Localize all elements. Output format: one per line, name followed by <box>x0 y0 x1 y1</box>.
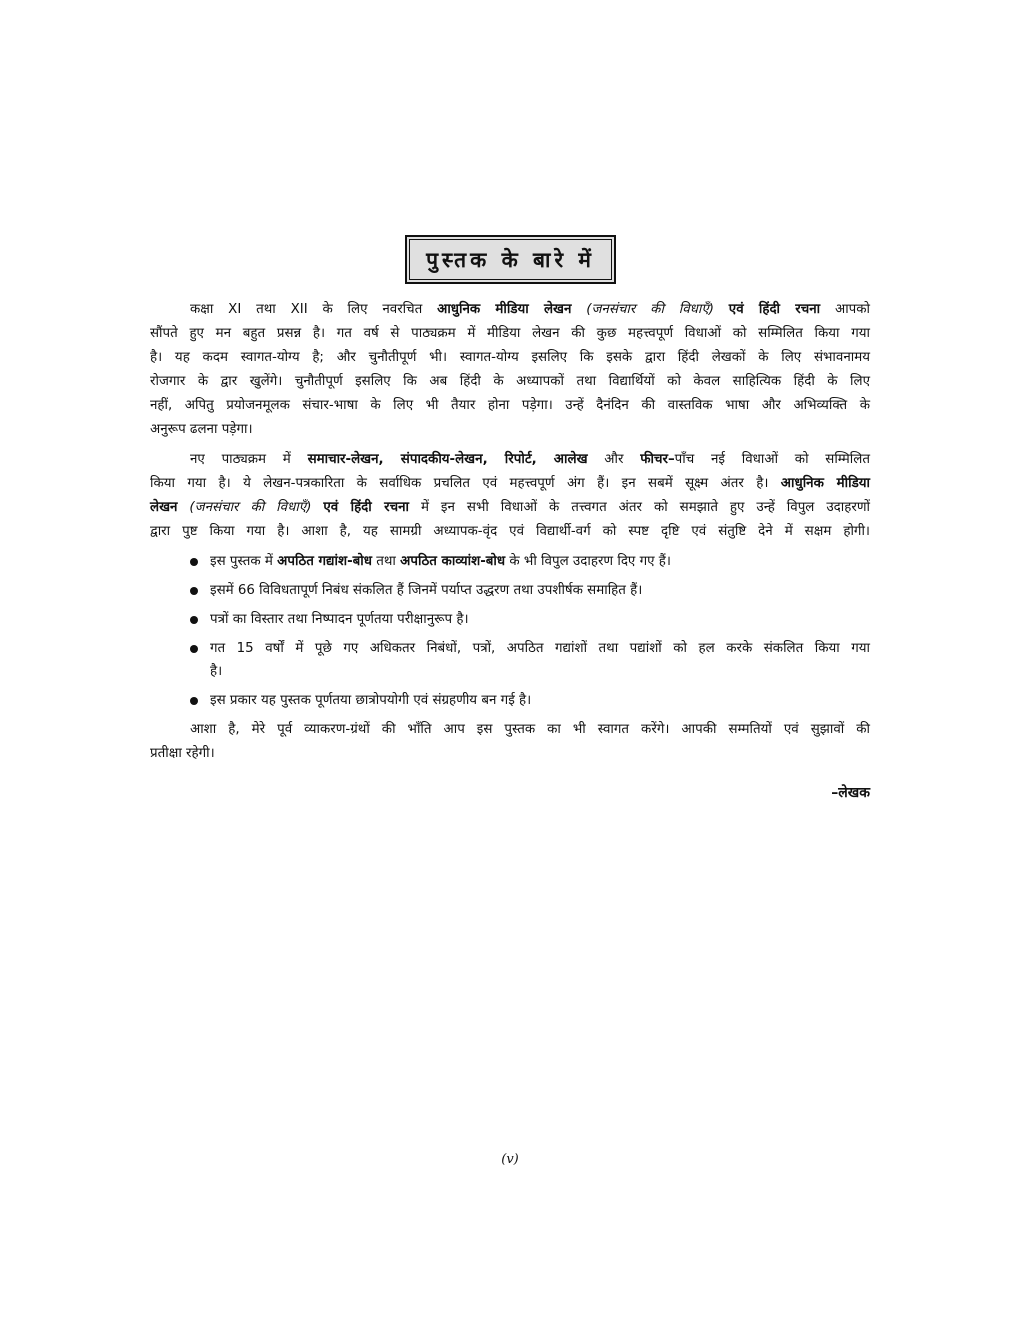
paragraph-line: रोजगार के द्वार खुलेंगे। चुनौतीपूर्ण इसलिए कि अब हिंदी के अध्यापकों तथा विद्यार्थियों को केवल साहित्यिक हिंदी के लिए <box>150 374 870 389</box>
page-title: पुस्तक के बारे में <box>426 247 595 272</box>
list-item: इसमें 66 विविधतापूर्ण निबंध संकलित हैं जिनमें पर्याप्त उद्धरण तथा उपशीर्षक समाहित हैं। <box>190 579 870 603</box>
list-item: इस प्रकार यह पुस्तक पूर्णतया छात्रोपयोगी एवं संग्रहणीय बन गई है। <box>190 689 870 713</box>
bold-book-title: एवं हिंदी रचना <box>728 302 821 317</box>
italic-subtitle: (जनसंचार की विधाएँ) <box>571 302 729 317</box>
page-number: (v) <box>501 1152 519 1167</box>
paragraph-line: आशा है, मेरे पूर्व व्याकरण-ग्रंथों की भाँति आप इस पुस्तक का भी स्वागत करेंगे। आपकी सम्मतियों एवं सुझावों की <box>190 722 870 737</box>
paragraph-line: द्वारा पुष्ट किया गया है। आशा है, यह सामग्री अध्यापक-वृंद एवं विद्यार्थी-वर्ग को स्पष्ट दृष्टि एवं संतुष्टि देने में सक्षम होगी। <box>150 524 870 539</box>
bullet-icon <box>190 558 198 566</box>
list-item: पत्रों का विस्तार तथा निष्पादन पूर्णतया परीक्षानुरूप है। <box>190 608 870 632</box>
bullet-icon <box>190 645 198 653</box>
paragraph-line: लेखन (जनसंचार की विधाएँ) एवं हिंदी रचना में इन सभी विधाओं के तत्त्वगत अंतर को समझाते हुए उन्हें विपुल उदाहरणों <box>150 500 870 515</box>
bullet-icon <box>190 587 198 595</box>
paragraph-line: सौंपते हुए मन बहुत प्रसन्न है। गत वर्ष से पाठ्यक्रम में मीडिया लेखन की कुछ महत्त्वपूर्ण विधाओं को सम्मिलित किया गया <box>150 326 870 341</box>
paragraph-line: कक्षा XI तथा XII के लिए नवरचित आधुनिक मीडिया लेखन (जनसंचार की विधाएँ) एवं हिंदी रचना आपको <box>190 302 870 317</box>
bold-book-title: आधुनिक मीडिया लेखन <box>437 302 572 317</box>
bullet-icon <box>190 697 198 705</box>
title-box <box>405 235 616 284</box>
list-item: इस पुस्तक में अपठित गद्यांश-बोध तथा अपठित काव्यांश-बोध के भी विपुल उदाहरण दिए गए हैं। <box>190 550 870 574</box>
author-signature: –लेखक <box>831 785 870 801</box>
paragraph-line: किया गया है। ये लेखन-पत्रकारिता के सर्वाधिक प्रचलित एवं महत्त्वपूर्ण अंग हैं। इन सबमें सूक्ष्म अंतर है। आधुनिक मीडिया <box>150 476 871 491</box>
paragraph-line: प्रतीक्षा रहेगी। <box>150 746 215 761</box>
paragraph-line: है। यह कदम स्वागत-योग्य है; और चुनौतीपूर्ण भी। स्वागत-योग्य इसलिए कि इसके द्वारा हिंदी लेखकों के लिए संभावनामय <box>150 350 870 365</box>
bullet-icon <box>190 616 198 624</box>
list-item: गत 15 वर्षों में पूछे गए अधिकतर निबंधों, पत्रों, अपठित गद्यांशों तथा पद्यांशों को हल करके संकलित किया गया <box>190 637 870 661</box>
list-item-continuation: है। <box>210 664 223 679</box>
paragraph-line: नए पाठ्यक्रम में समाचार-लेखन, संपादकीय-लेखन, रिपोर्ट, आलेख और फीचर–पाँच नई विधाओं को सम्मिलित <box>190 452 870 467</box>
paragraph-line: अनुरूप ढलना पड़ेगा। <box>150 422 253 437</box>
paragraph-line: नहीं, अपितु प्रयोजनमूलक संचार-भाषा के लिए भी तैयार होना पड़ेगा। उन्हें दैनंदिन की वास्तविक भाषा और अभिव्यक्ति के <box>150 398 870 413</box>
